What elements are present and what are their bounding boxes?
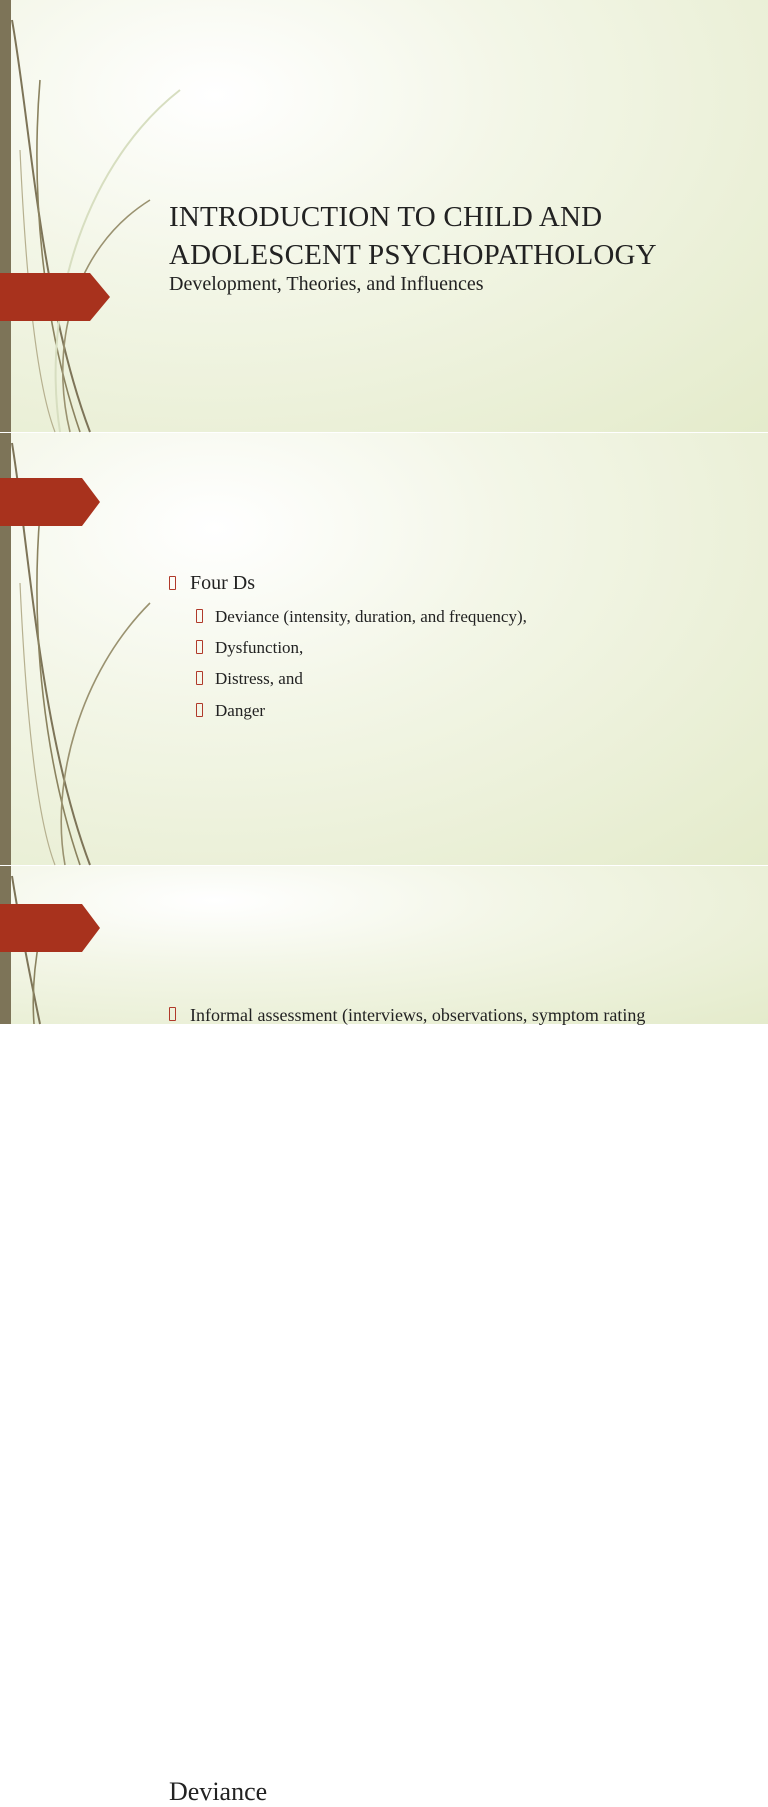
slide-1-title-line-2: ADOLESCENT PSYCHOPATHOLOGY: [169, 239, 657, 271]
slide-3: [0, 866, 768, 1806]
slide-1-title-line-1: INTRODUCTION TO CHILD AND: [169, 201, 603, 233]
bullet-four-ds: Four Ds: [190, 572, 256, 594]
subbullet-deviance: Deviance (intensity, duration, and frequency),: [215, 607, 527, 626]
slide-1: [0, 0, 768, 432]
slide-1-title: [169, 198, 657, 274]
decorative-curves: [0, 0, 180, 432]
slide-2: [0, 433, 768, 865]
subbullet-dysfunction: Dysfunction,: [215, 638, 304, 657]
subbullet-danger: Danger: [215, 701, 266, 720]
bullet-icon: [196, 640, 203, 654]
arrow-marker: [0, 478, 110, 526]
bullet-icon: [196, 671, 203, 685]
slide-3-title: Deviance: [169, 1777, 268, 1806]
bullet-icon: [169, 576, 176, 590]
bullet-icon: [196, 703, 203, 717]
slide-1-subtitle: Development, Theories, and Influences: [169, 273, 484, 295]
arrow-marker: [0, 904, 110, 952]
bullet-icon: [196, 609, 203, 623]
subbullet-distress: Distress, and: [215, 669, 303, 688]
bullet-icon: [169, 1007, 176, 1021]
bullet-informal-assessment: Informal assessment (interviews, observations, symptom rating: [190, 1005, 646, 1025]
arrow-marker: [0, 273, 110, 321]
